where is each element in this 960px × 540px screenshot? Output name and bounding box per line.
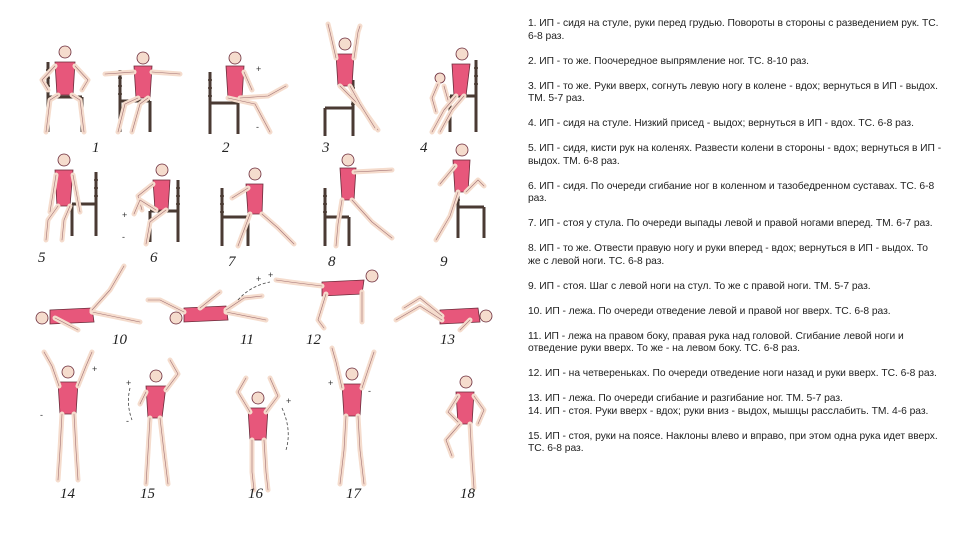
head — [456, 48, 468, 60]
torso-suit — [452, 64, 470, 96]
head — [59, 46, 71, 58]
figure-number: 13 — [440, 332, 455, 348]
head — [150, 370, 162, 382]
instruction-item: 4. ИП - сидя на стуле. Низкий присед - выдох; вернуться в ИП - вдох. ТС. 6-8 раз. — [528, 118, 914, 129]
undefined — [148, 300, 184, 312]
plus-sign: + — [126, 378, 132, 388]
head — [229, 52, 241, 64]
torso-suit — [153, 180, 170, 210]
instruction-item: 10. ИП - лежа. По очереди отведение левой и правой ног вверх. ТС. 6-8 раз. — [528, 305, 891, 317]
minus-sign: - — [256, 122, 259, 132]
undefined-outline — [328, 24, 336, 58]
figure-number: 12 — [306, 332, 321, 348]
head — [252, 392, 264, 404]
undefined — [72, 95, 84, 132]
figure-number: 10 — [112, 332, 127, 348]
head — [62, 366, 74, 378]
figure-number: 14 — [60, 486, 75, 502]
head — [342, 154, 354, 166]
head — [36, 312, 48, 324]
undefined-outline — [244, 72, 252, 90]
undefined — [92, 266, 124, 310]
head — [170, 312, 182, 324]
figure-number: 18 — [460, 486, 475, 502]
torso-suit — [440, 308, 480, 324]
plus-sign: + — [122, 210, 128, 220]
figure-number: 5 — [38, 250, 46, 266]
figure-number: 16 — [248, 486, 263, 502]
plus-sign: + — [268, 270, 274, 280]
undefined — [132, 98, 148, 132]
instruction-item: 13. ИП - лежа. По очереди сгибание и разгибание ног. ТМ. 5-7 раз. — [528, 393, 843, 404]
head — [460, 376, 472, 388]
torso-suit — [55, 62, 75, 95]
undefined-outline — [92, 312, 140, 322]
figure-number: 9 — [440, 254, 448, 270]
instruction-item: 12. ИП - на четвереньках. По очереди отведение ноги назад и руки вверх. ТС. 6-8 раз. — [528, 368, 937, 379]
instruction-item: 9. ИП - стоя. Шаг с левой ноги на стул. То же с правой ноги. ТМ. 5-7 раз. — [528, 280, 871, 292]
plus-sign: + — [328, 378, 334, 388]
undefined-outline — [232, 188, 248, 198]
head — [249, 168, 261, 180]
figure-number: 6 — [150, 250, 158, 266]
figure-number: 4 — [420, 140, 428, 156]
undefined — [46, 95, 58, 132]
undefined-outline — [362, 352, 374, 388]
plus-sign: + — [256, 274, 262, 284]
instruction-item: 2. ИП - то же. Поочередное выпрямление ног. ТС. 8-10 раз. — [528, 55, 809, 67]
undefined — [318, 294, 326, 328]
head — [456, 144, 468, 156]
figure-number: 1 — [92, 140, 100, 156]
head — [480, 310, 492, 322]
undefined — [166, 360, 178, 390]
plus-sign: + — [286, 396, 292, 406]
minus-sign: - — [126, 416, 129, 426]
instructions-list — [528, 18, 943, 456]
undefined-outline — [160, 418, 168, 484]
undefined-outline — [78, 352, 92, 386]
instruction-item: 14. ИП - стоя. Руки вверх - вдох; руки вниз - выдох, мышцы расслабить. ТМ. 4-6 раз. — [528, 405, 929, 417]
instruction-item: 5. ИП - сидя, кисти рук на коленях. Развести колени в стороны - вдох; вернуться в ИП - выдох. ТМ. 6-8 раз. — [528, 143, 942, 167]
torso-suit — [146, 386, 166, 418]
instruction-item: 15. ИП - стоя, руки на поясе. Наклоны влево и вправо, при этом одна рука идет вверх. ТС. 6-8 раз. — [528, 430, 938, 454]
torso-suit — [342, 384, 362, 416]
instruction-item: 8. ИП - то же. Отвести правую ногу и руки вперед - вдох; вернуться в ИП - выдох. То же с левой ноги. ТС. 6-8 раз. — [528, 243, 928, 267]
head — [58, 154, 70, 166]
figure-number: 15 — [140, 486, 155, 502]
plus-sign: + — [256, 64, 262, 74]
undefined — [436, 192, 458, 240]
instruction-item: 11. ИП - лежа на правом боку, правая рука над головой. Сгибание левой ноги и отведение руки вверх. То же - на левом боку. ТС. 6-8 раз. — [528, 330, 904, 354]
instruction-item: 3. ИП - то же. Руки вверх, согнуть левую ногу в колене - вдох; вернуться в ИП - выдох. ТМ. 5-7 раз. — [528, 80, 938, 104]
figure-number: 8 — [328, 254, 336, 270]
head — [339, 38, 351, 50]
undefined-outline — [226, 312, 266, 320]
head — [435, 73, 445, 83]
undefined — [62, 206, 70, 240]
head — [156, 164, 168, 176]
motion-arrow — [282, 408, 288, 450]
torso-suit — [336, 54, 354, 86]
undefined-outline — [440, 166, 455, 184]
figure-number: 17 — [346, 486, 361, 502]
figure-number: 11 — [240, 332, 254, 348]
undefined — [352, 200, 392, 238]
undefined — [446, 424, 460, 456]
instruction-item: 6. ИП - сидя. По очереди сгибание ног в коленном и тазобедренном суставах. ТС. 6-8 раз. — [528, 180, 935, 204]
head — [137, 52, 149, 64]
head — [346, 368, 358, 380]
plus-sign: + — [92, 364, 98, 374]
torso-suit — [134, 66, 152, 98]
figure-number: 7 — [228, 254, 236, 270]
undefined — [44, 352, 59, 386]
minus-sign: - — [368, 386, 371, 396]
torso-suit — [184, 306, 228, 322]
figure-number: 2 — [222, 140, 230, 156]
figure-number: 3 — [322, 140, 330, 156]
undefined — [474, 396, 484, 424]
head — [366, 270, 378, 282]
torso-suit — [226, 66, 244, 98]
minus-sign: - — [40, 410, 43, 420]
minus-sign: - — [122, 232, 125, 242]
instruction-item: 7. ИП - стоя у стула. По очереди выпады левой и правой ногами вперед. ТМ. 6-7 раз. — [528, 218, 933, 229]
instruction-item: 1. ИП - сидя на стуле, руки перед грудью. Повороты в стороны с разведением рук. ТС. 6-8 раз. — [528, 18, 939, 42]
undefined-outline — [200, 292, 220, 308]
